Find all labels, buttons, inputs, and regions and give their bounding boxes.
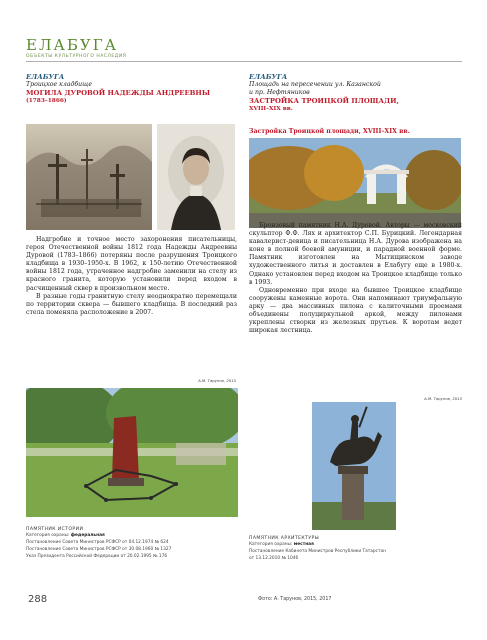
right-monument-type: ПАМЯТНИК АРХИТЕКТУРЫ bbox=[249, 536, 320, 541]
header-title: ЕЛАБУГА bbox=[26, 36, 118, 54]
header-divider bbox=[26, 61, 462, 62]
page-number: 288 bbox=[28, 594, 48, 605]
right-decree-2: от 13.12.2010 № 1046 bbox=[249, 556, 299, 561]
left-section-heading bbox=[26, 73, 236, 104]
right-author: А.М. Тарунов, 2015 bbox=[424, 396, 462, 401]
left-decree-1: Постановление Совета Министров РСФСР от 04.12.1974 № 624 bbox=[26, 540, 169, 545]
right-monument-caption bbox=[249, 536, 464, 562]
right-decree-1: Постановление Кабинета Министров Республики Татарстан bbox=[249, 549, 386, 554]
left-body-text bbox=[26, 236, 237, 317]
left-place: Троицкое кладбище bbox=[26, 81, 93, 88]
left-paragraph-2: В разные годы гранитную стелу неоднократно перемещали по территории сквера — бывшего кладбища. В последний раз стела поменяла расположение в 2007. bbox=[26, 292, 237, 316]
right-protection-category: Категория охраны: местная bbox=[249, 542, 314, 547]
durova-portrait bbox=[157, 124, 235, 230]
right-place-line1: Площадь на пересечении ул. Казанской bbox=[249, 81, 381, 88]
left-city: ЕЛАБУГА bbox=[26, 73, 65, 81]
right-paragraph-1: Бронзовый памятник Н.А. Дуровой. Авторы — московский скульптор Ф.Ф. Лях и архитектор С.П. Бурицкий. Легендарная кавалерист-девица и писательница Н.А. Дурова изображена на коне в полной боевой амуниции, и парадной военной форме. Памятник изготовлен на Мытищинском заводе художественного литья и доставлен в Елабугу еще в 1980-х. Однако установлен перед входом на Троицкое кладбище только в 1993. bbox=[249, 222, 462, 286]
left-decree-2: Постановление Совета Министров РСФСР от 30.08.1960 № 1327 bbox=[26, 547, 172, 552]
photo-credit: Фото: А. Тарунов, 2015, 2017 bbox=[258, 597, 332, 602]
right-section-heading bbox=[249, 73, 464, 112]
left-protection-category: Категория охраны: федеральная bbox=[26, 533, 105, 538]
header-subtitle: ОБЪЕКТЫ КУЛЬТУРНОГО НАСЛЕДИЯ bbox=[26, 54, 127, 59]
right-place-line2: и пр. Нефтяников bbox=[249, 89, 310, 96]
left-paragraph-1: Надгробие и точное место захоронения писательницы, героя Отечественной войны 1812 года Надежды Андреевны Дуровой (1783–1866) потеряны после разрушения Троицкого кладбища в 1930–1950-х. В 1962, к 150-летию Отечественной войны 1812 года, утраченное надгробие заменили на стелу из красного гранита, которую установили перед входом в расчищенный сквер в произвольном месте. bbox=[26, 236, 237, 292]
left-monument-caption bbox=[26, 527, 246, 560]
right-object-century: XVIII–XIX вв. bbox=[249, 105, 293, 112]
right-object-name: ЗАСТРОЙКА ТРОИЦКОЙ ПЛОЩАДИ, bbox=[249, 97, 399, 105]
left-author: А.М. Тарунов, 2015 bbox=[198, 378, 236, 383]
trinity-square-gates-photo bbox=[249, 138, 461, 228]
right-body-text bbox=[249, 222, 462, 335]
left-monument-type: ПАМЯТНИК ИСТОРИИ bbox=[26, 527, 84, 532]
right-city: ЕЛАБУГА bbox=[249, 73, 288, 81]
left-object-years: (1783–1866) bbox=[26, 97, 67, 104]
old-cemetery-photo bbox=[26, 124, 152, 230]
right-paragraph-2: Одновременно при входе на бывшее Троицкое кладбище сооружены каменные ворота. Они напоминают триумфальную арку — два массивных пилона с калиточными проемами объединены полуциркульной аркой, между пилонами укреплены створки из железных прутьев. К воротам ведет широкая лестница. bbox=[249, 286, 462, 335]
equestrian-monument-photo bbox=[312, 402, 396, 530]
granite-stele-photo bbox=[26, 388, 238, 517]
right-subtitle: Застройка Троицкой площади, XVIII–XIX вв. bbox=[249, 128, 410, 135]
left-object-name: МОГИЛА ДУРОВОЙ НАДЕЖДЫ АНДРЕЕВНЫ bbox=[26, 89, 211, 97]
left-decree-3: Указ Президента Российской Федерации от 20.02.1995 № 176 bbox=[26, 554, 168, 559]
